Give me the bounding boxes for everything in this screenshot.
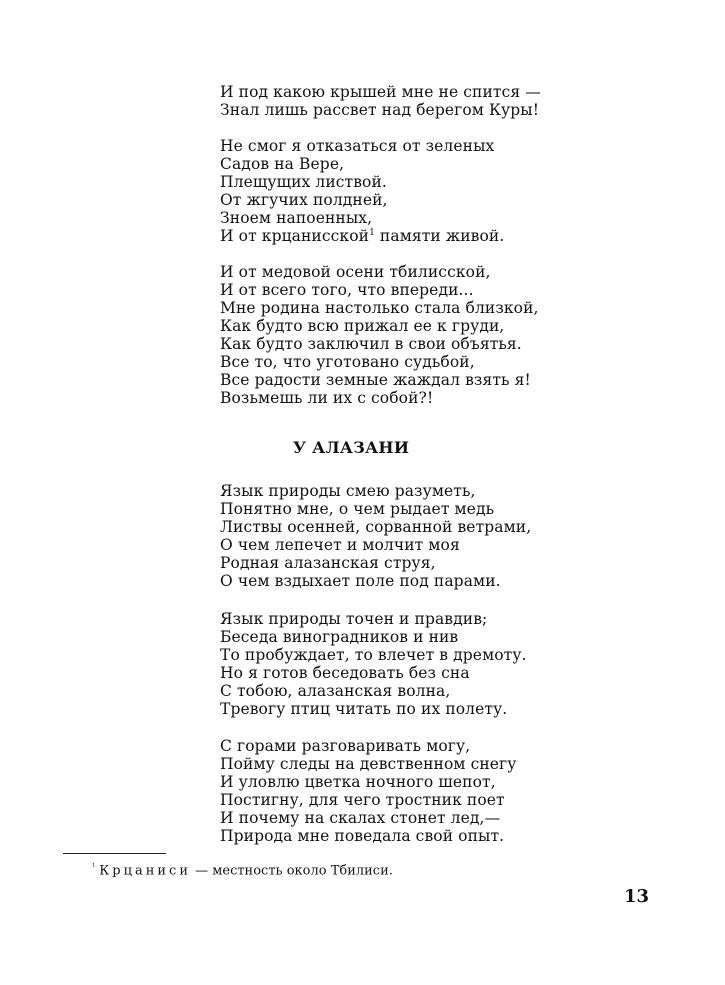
- poem-title: У АЛАЗАНИ: [293, 438, 410, 457]
- verse-line: Плещущих листвой.: [220, 173, 387, 191]
- verse-line: И почему на скалах стонет лед,—: [220, 809, 501, 827]
- verse-line: От жгучих полдней,: [220, 191, 388, 209]
- verse-line: Зноем напоенных,: [220, 209, 373, 227]
- verse-line: Все радости земные жаждал взять я!: [220, 371, 531, 389]
- verse-line: Беседа виноградников и нив: [220, 628, 459, 646]
- verse-line: Как будто всю прижал ее к груди,: [220, 317, 505, 335]
- page-number: 13: [624, 886, 650, 907]
- stanza: [220, 137, 640, 245]
- verse-line-with-footnote: [220, 227, 640, 245]
- verse-line: И уловлю цветка ночного шепот,: [220, 773, 496, 791]
- verse-line: О чем лепечет и молчит моя: [220, 536, 460, 554]
- footnote: [92, 862, 393, 878]
- verse-line: С горами разговаривать могу,: [220, 737, 471, 755]
- verse-line: То пробуждает, то влечет в дремоту.: [220, 646, 527, 664]
- footnote-divider: [63, 853, 166, 854]
- verse-line: Язык природы точен и правдив;: [220, 610, 488, 628]
- verse-line: Знал лишь рассвет над берегом Куры!: [220, 101, 540, 119]
- verse-text: И от крцанисской: [220, 227, 370, 245]
- verse-line: Тревогу птиц читать по их полету.: [220, 700, 508, 718]
- stanza: [220, 737, 640, 845]
- verse-line: Но я готов беседовать без сна: [220, 664, 470, 682]
- verse-line: Садов на Вере,: [220, 155, 345, 173]
- footnote-reference: 1: [369, 227, 375, 238]
- verse-line: Пойму следы на девственном снегу: [220, 755, 517, 773]
- footnote-marker: ¹: [92, 862, 96, 871]
- stanza: [220, 263, 640, 407]
- stanza: [220, 83, 640, 119]
- verse-line: Язык природы смею разуметь,: [220, 482, 476, 500]
- verse-line: Как будто заключил в свои объятья.: [220, 335, 522, 353]
- footnote-term: Крцаниси: [99, 863, 191, 879]
- verse-line: Постигну, для чего тростник поет: [220, 791, 505, 809]
- verse-text: памяти живой.: [374, 227, 505, 245]
- verse-line: О чем вздыхает поле под парами.: [220, 572, 501, 590]
- verse-line: Мне родина настолько стала близкой,: [220, 299, 539, 317]
- verse-line: Природа мне поведала свой опыт.: [220, 827, 505, 845]
- verse-line: С тобою, алазанская волна,: [220, 682, 451, 700]
- footnote-text: — местность около Тбилиси.: [191, 863, 393, 879]
- verse-line: Понятно мне, о чем рыдает медь: [220, 500, 495, 518]
- verse-line: Родная алазанская струя,: [220, 554, 436, 572]
- verse-line: Возьмешь ли их с собой?!: [220, 389, 434, 407]
- verse-line: Не смог я отказаться от зеленых: [220, 137, 495, 155]
- stanza: [220, 482, 640, 590]
- verse-line: Листвы осенней, сорванной ветрами,: [220, 518, 532, 536]
- verse-line: Все то, что уготовано судьбой,: [220, 353, 475, 371]
- stanza: [220, 610, 640, 718]
- verse-line: И от всего того, что впереди...: [220, 281, 474, 299]
- verse-line: И под какою крышей мне не спится —: [220, 83, 541, 101]
- verse-line: И от медовой осени тбилисской,: [220, 263, 491, 281]
